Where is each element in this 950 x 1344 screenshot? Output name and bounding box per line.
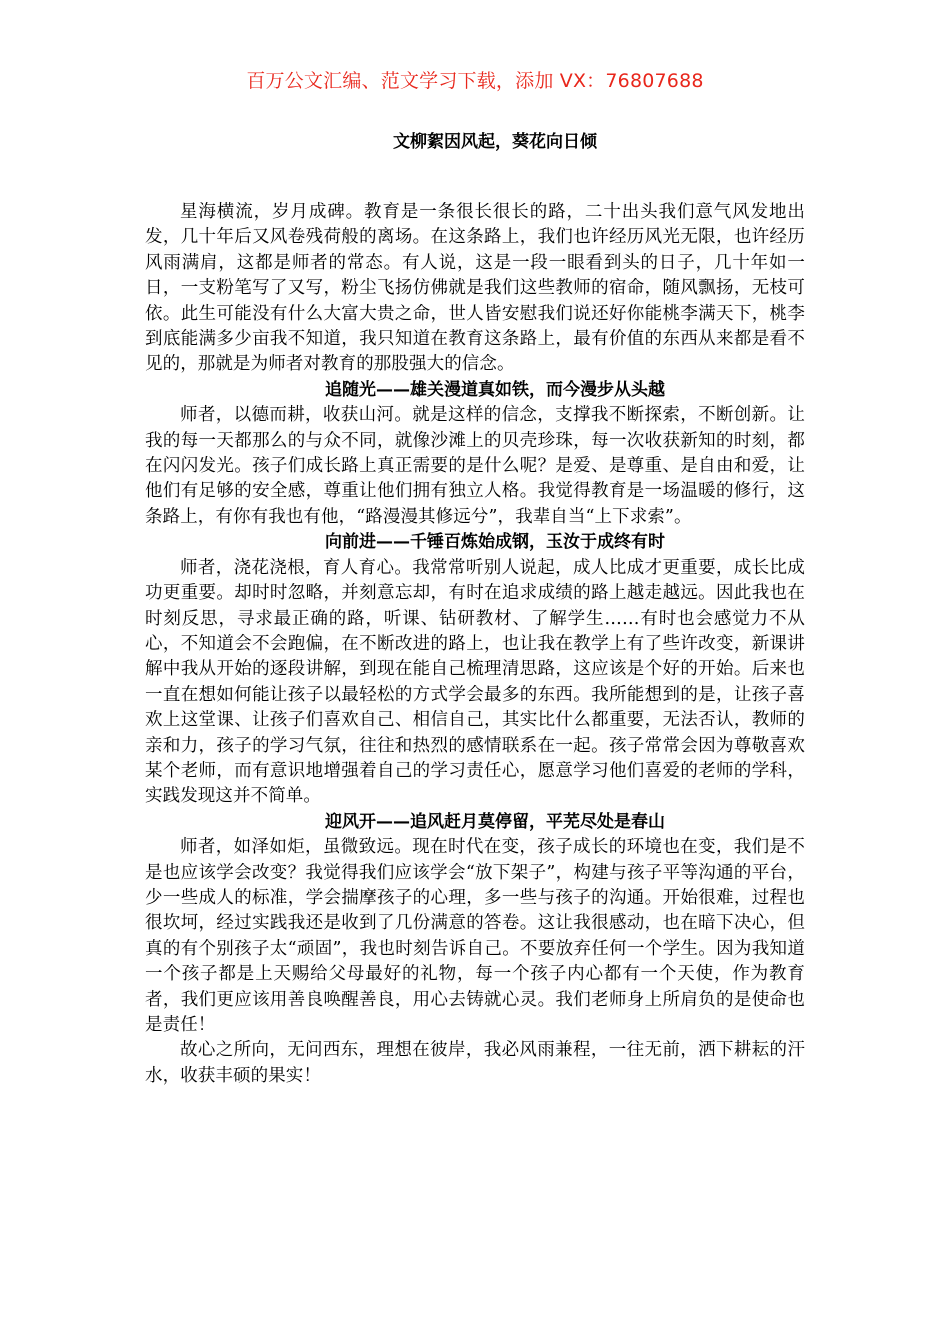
section-paragraph-3: 师者，如泽如炬，虽微致远。现在时代在变，孩子成长的环境也在变，我们是不是也应该学会改变？我觉得我们应该学会“放下架子”，构建与孩子平等沟通的平台，少一些成人的标准，学会揣摩孩子的心理，多一些与孩子的沟通。开始很难，过程也很坎坷，经过实践我还是收到了几份满意的答卷。这让我很感动，也在暗下决心，但真的有个别孩子太“顽固”，我也时刻告诉自己。不要放弃任何一个学生。因为我知道一个孩子都是上天赐给父母最好的礼物，每一个孩子内心都有一个天使，作为教育者，我们更应该用善良唤醒善良，用心去铸就心灵。我们老师身上所肩负的是使命也是责任！ — [145, 837, 805, 1035]
promo-header: 百万公文汇编、范文学习下载，添加 VX：76807688 — [246, 70, 704, 92]
section-heading-2: 向前进——千锤百炼始成钢，玉汝于成终有时 — [325, 532, 665, 553]
document-body — [145, 200, 805, 1089]
section-paragraph-1: 师者，以德而耕，收获山河。就是这样的信念，支撑我不断探索，不断创新。让我的每一天都那么的与众不同，就像沙滩上的贝壳珍珠，每一次收获新知的时刻，都在闪闪发光。孩子们成长路上真正需要的是什么呢？是爱、是尊重、是自由和爱，让他们有足够的安全感，尊重让他们拥有独立人格。我觉得教育是一场温暖的修行，这条路上，有你有我也有他，“路漫漫其修远兮”，我辈自当“上下求索”。 — [145, 405, 805, 527]
section-heading-3: 迎风开——追风赶月莫停留，平芜尽处是春山 — [325, 811, 665, 832]
closing-paragraph: 故心之所向，无问西东，理想在彼岸，我必风雨兼程，一往无前，洒下耕耘的汗水，收获丰硕的果实！ — [145, 1040, 805, 1086]
section-heading-1: 追随光——雄关漫道真如铁，而今漫步从头越 — [325, 379, 665, 400]
intro-paragraph: 星海横流，岁月成碑。教育是一条很长很长的路，二十出头我们意气风发地出发，几十年后又风卷残荷般的离场。在这条路上，我们也许经历风光无限，也许经历风雨满肩，这都是师者的常态。有人说，这是一段一眼看到头的日子，几十年如一日，一支粉笔写了又写，粉尘飞扬仿佛就是我们这些教师的宿命，随风飘扬，无枝可依。此生可能没有什么大富大贵之命，世人皆安慰我们说还好你能桃李满天下，桃李到底能满多少亩我不知道，我只知道在教育这条路上，最有价值的东西从来都是看不见的，那就是为师者对教育的那股强大的信念。 — [145, 202, 805, 375]
document-title: 文柳絮因风起，葵花向日倾 — [393, 132, 597, 152]
section-paragraph-2: 师者，浇花浇根，育人育心。我常常听别人说起，成人比成才更重要，成长比成功更重要。却时时忽略，并刻意忘却，有时在追求成绩的路上越走越远。因此我也在时刻反思，寻求最正确的路，听课、钻研教材、了解学生……有时也会感觉力不从心，不知道会不会跑偏，在不断改进的路上，也让我在教学上有了些许改变，新课讲解中我从开始的逐段讲解，到现在能自己梳理清思路，这应该是个好的开始。后来也一直在想如何能让孩子以最轻松的方式学会最多的东西。我所能想到的是，让孩子喜欢上这堂课、让孩子们喜欢自己、相信自己，其实比什么都重要，无法否认，教师的亲和力，孩子的学习气氛，往往和热烈的感情联系在一起。孩子常常会因为尊敬喜欢某个老师，而有意识地增强着自己的学习责任心，愿意学习他们喜爱的老师的学科，实践发现这并不简单。 — [145, 557, 805, 807]
